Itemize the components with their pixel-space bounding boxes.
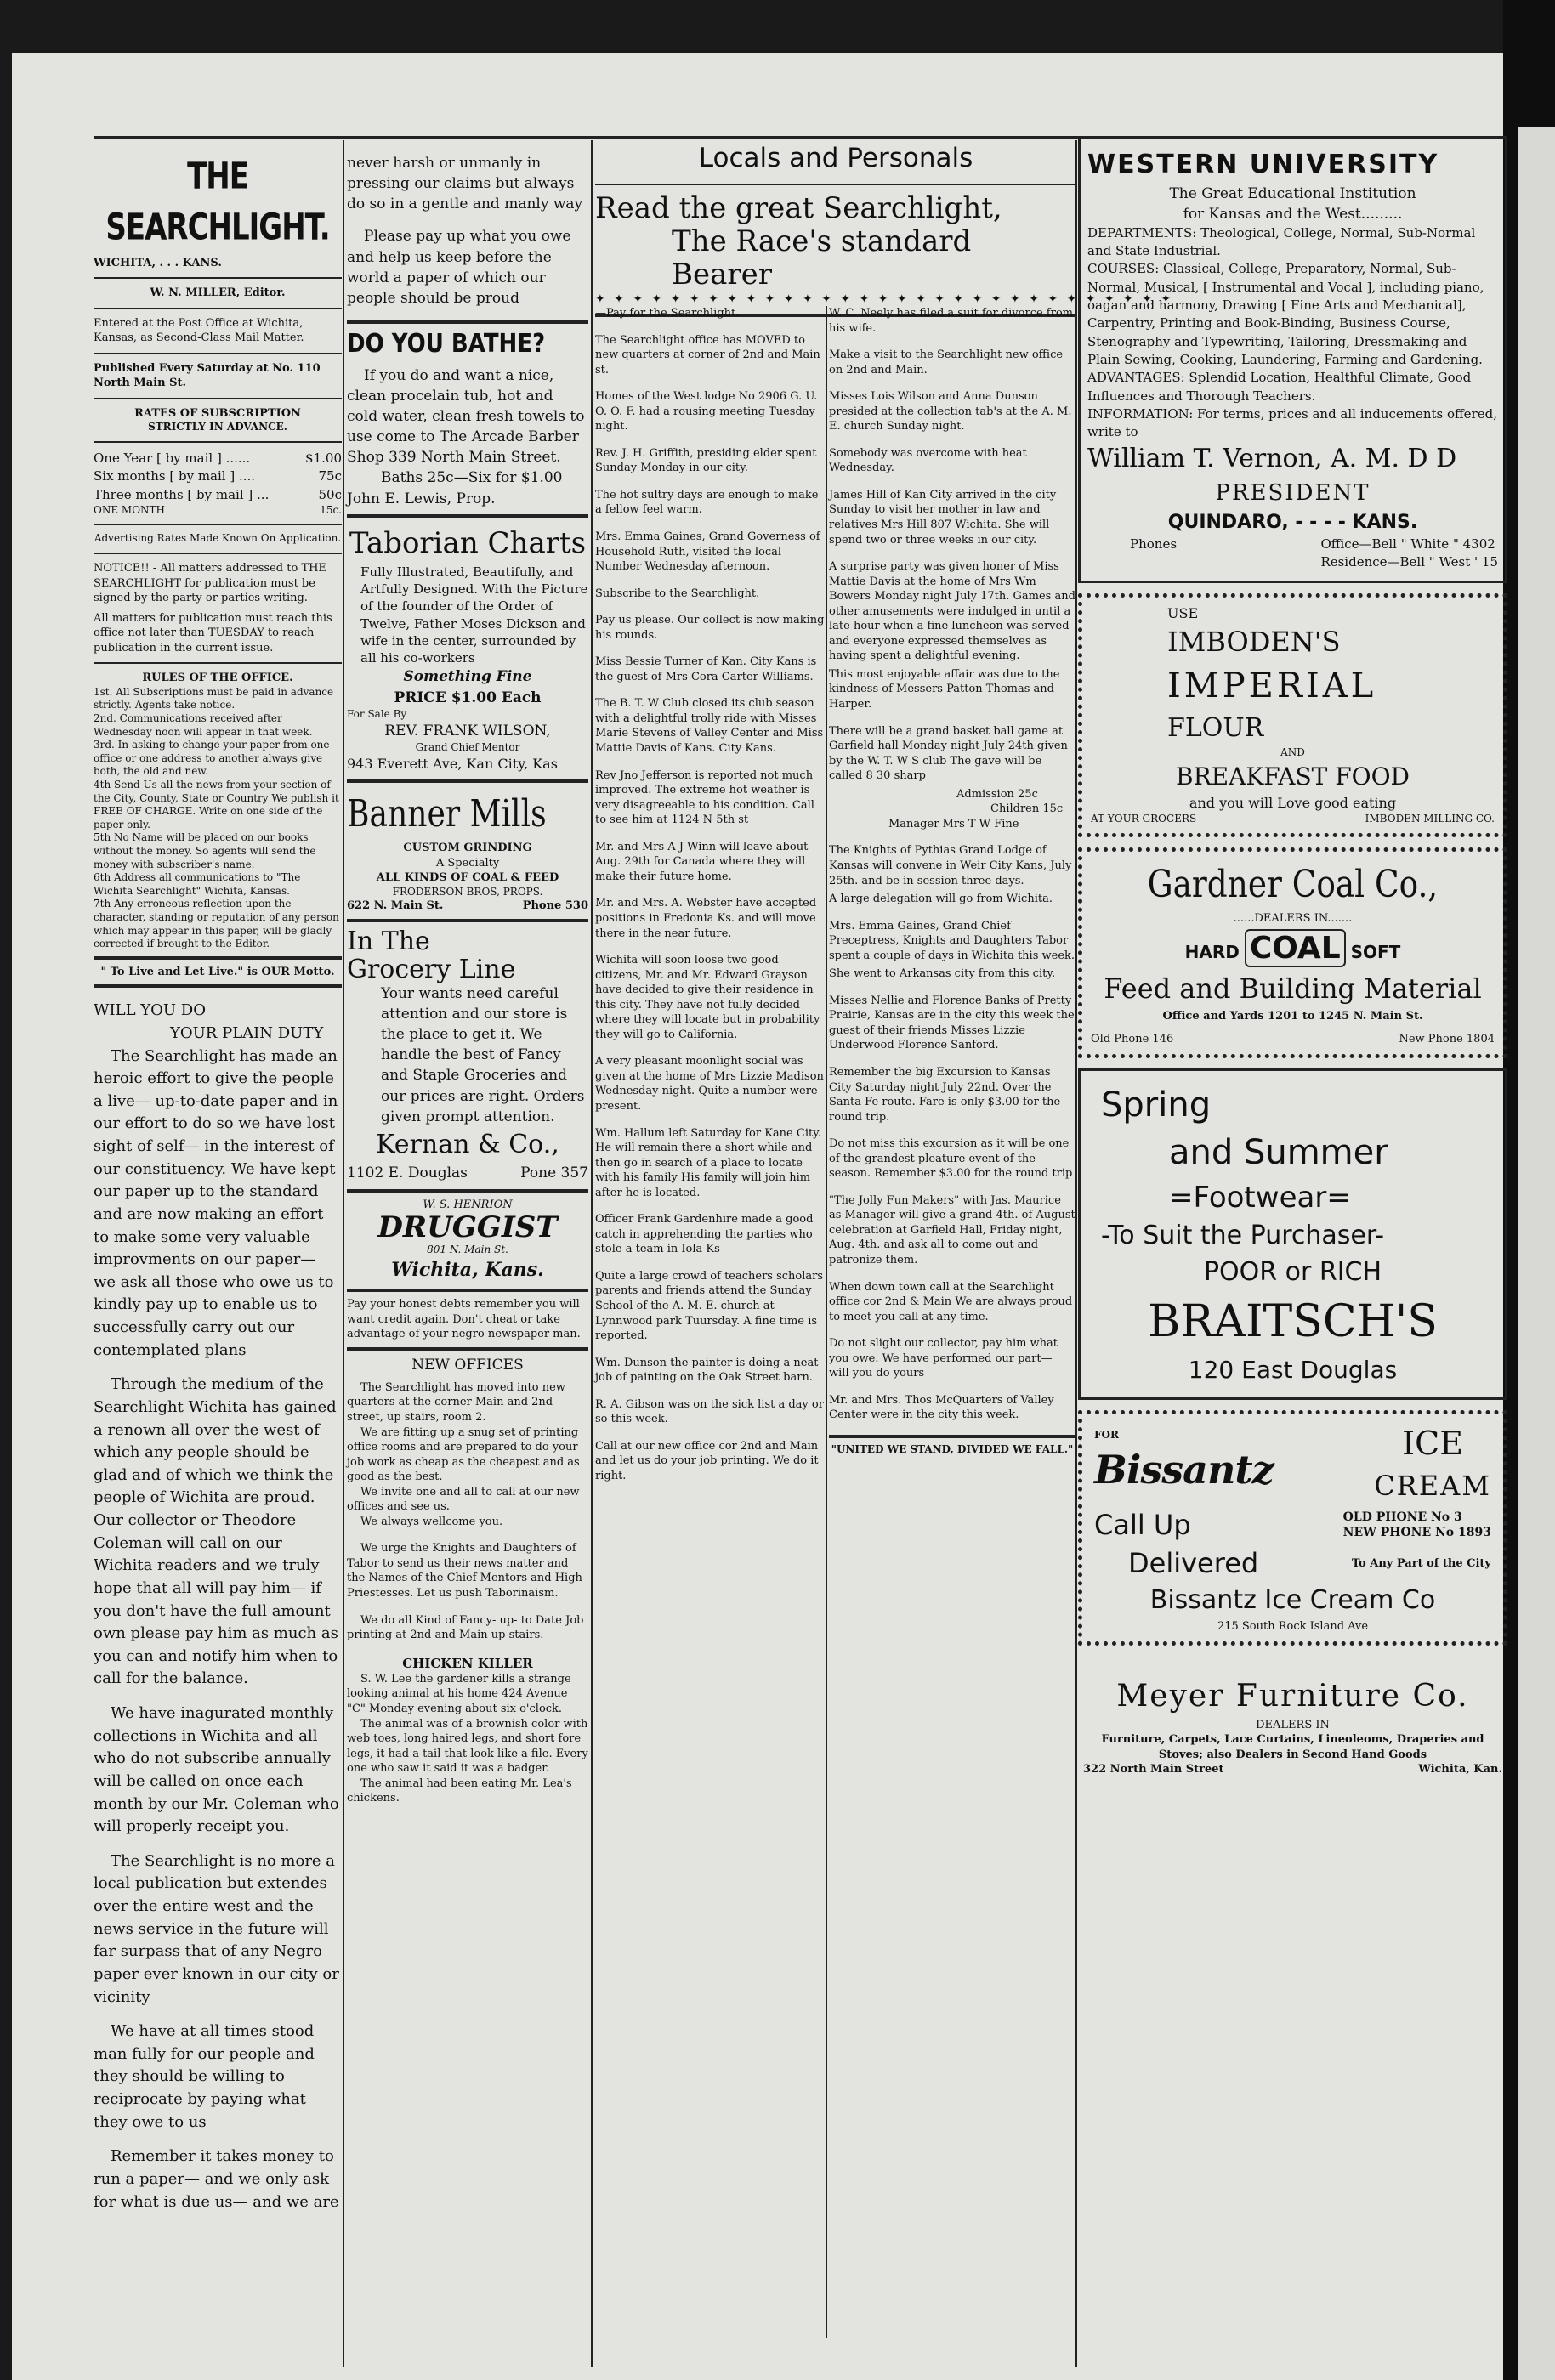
- rate-row: [94, 504, 342, 518]
- taborian-fine: Something Fine: [403, 668, 532, 686]
- duty-article: [94, 1000, 342, 2213]
- local-item: Mr. and Mrs A J Winn will leave about Aug. 29th for Canada where they will make their future home.: [595, 840, 809, 883]
- local-item: The Knights of Pythias Grand Lodge of Kansas will convene in Weir City Kans, July 25th. and be in session three days.: [829, 844, 1072, 887]
- duty-body: The Searchlight has made an heroic effort to give the people a live— up-to-date paper and in our effort to do so we have lost sight of self— in the interest of our constituency. We have kept our paper up to the standard and are now making an effort to make some very valuable improvments on our paper— we ask all those who owe us to kindly pay up to enable us to successfully carry out our contemplated plans: [94, 1046, 338, 1359]
- local-item: Somebody was overcome with heat Wednesday.: [829, 446, 1027, 475]
- bathe-body: If you do and want a nice, clean procelain tub, hot and cold water, clean fresh towels to use come to The Arcade Barber Shop 339 North Main Street.: [347, 366, 585, 467]
- admission: Admission 25c: [956, 787, 1038, 801]
- closing-motto: "UNITED WE STAND, DIVIDED WE FALL.": [831, 1442, 1074, 1455]
- taborian-seller: REV. FRANK WILSON,: [384, 722, 551, 740]
- rate-price: 50c: [318, 486, 342, 502]
- bissantz-old-phone: OLD PHONE No 3: [1342, 1510, 1462, 1525]
- meyer-name: Meyer Furniture Co.: [1116, 1678, 1469, 1714]
- meyer-furniture-ad: [1078, 1656, 1507, 1796]
- imboden-flour: FLOUR: [1167, 712, 1264, 743]
- bissantz-callup: Call Up: [1094, 1508, 1191, 1541]
- gardner-phones: [1091, 1032, 1495, 1047]
- local-item: Do not miss this excursion as it will be one of the grandest pleature event of the season. Remember $3.00 for the round trip: [829, 1137, 1073, 1181]
- bathe-title: DO YOU BATHE?: [347, 329, 546, 360]
- divider: [347, 1347, 588, 1351]
- column-rule-4: [1075, 140, 1077, 2367]
- imboden-grocers: AT YOUR GROCERS: [1091, 813, 1197, 825]
- taborian-price: PRICE $1.00 Each: [394, 688, 542, 706]
- local-item: The hot sultry days are enough to make a fellow feel warm.: [595, 488, 819, 517]
- divider: [347, 1289, 588, 1292]
- western-courses: COURSES: Classical, College, Preparatory, Normal, Sub-Normal, Musical, [ Instrumental and Vocal ], including piano, oagan and harmony, Drawing [ Fine Arts and Mechanical], Carpentry, Printing and Book-Binding, Business Course, Stenography and Typewriting, Tailoring, Dressmaking and Plain Sewing, Cooking, Laundering, Farming and Gardening.: [1087, 261, 1484, 367]
- western-sub2: for Kansas and the West.........: [1183, 205, 1403, 223]
- divider: [347, 514, 588, 518]
- rate-price: 75c: [318, 468, 342, 484]
- duty-body: Through the medium of the Searchlight Wichita has gained a renown all over the west of which any people should be glad and of which we think the people of Wichita are proud. Our collector or Theodore Coleman will call on our Wichita readers and we truly hope that all will pay him— if you don't have the full amount own please pay him as much as you can and notify him when to call for the balance.: [94, 1375, 338, 1688]
- rules-title: RULES OF THE OFFICE.: [142, 672, 293, 685]
- column-rule-1: [343, 140, 344, 2367]
- braitsch-spring: Spring: [1101, 1085, 1212, 1125]
- gardner-soft: SOFT: [1350, 941, 1401, 962]
- western-advantages: ADVANTAGES: Splendid Location, Healthful Climate, Good Influences and Thorough Teachers.: [1087, 370, 1472, 404]
- gardner-hard: HARD: [1184, 941, 1240, 962]
- taborian-mentor: Grand Chief Mentor: [415, 741, 520, 754]
- gardner-coal: COAL: [1245, 929, 1346, 967]
- bissantz-call: [1094, 1506, 1491, 1544]
- bissantz-any-part: To Any Part of the City: [1351, 1556, 1491, 1570]
- rule-item: 1st. All Subscriptions must be paid in advance strictly. Agents take notice.: [94, 685, 334, 711]
- rate-row: [94, 450, 342, 468]
- local-item: Make a visit to the Searchlight new office on 2nd and Main.: [829, 348, 1064, 377]
- imboden-love: and you will Love good eating: [1189, 794, 1397, 811]
- bissantz-phones: [1343, 1510, 1491, 1540]
- bissantz-address: 215 South Rock Island Ave: [1217, 1620, 1369, 1634]
- local-item: When down town call at the Searchlight office cor 2nd & Main We are always proud to meet you call at any time.: [829, 1280, 1073, 1323]
- duty-body: We have inagurated monthly collections in Wichita and all who do not subscribe annually will be called on once each month by our Mr. Coleman who will properly receipt you.: [94, 1704, 339, 1836]
- divider: [94, 441, 342, 443]
- offices-p: We urge the Knights and Daughters of Tabor to send us their news matter and the Names of the Chief Mentors and High Priestesses. Let us push Taborinaism.: [347, 1542, 582, 1600]
- city-line: WICHITA, . . . KANS.: [94, 256, 222, 269]
- rule-item: 6th Address all communications to "The Wichita Searchlight" Wichita, Kansas.: [94, 871, 301, 897]
- taborian-ad: [347, 523, 588, 774]
- phone-numbers: [1320, 536, 1498, 572]
- rate-label: Three months [ by mail ] ...: [94, 486, 270, 502]
- banner-props: FRODERSON BROS, PROPS.: [392, 885, 543, 898]
- druggist-city: Wichita, Kans.: [391, 1259, 544, 1282]
- rates-title: RATES OF SUBSCRIPTION: [134, 406, 301, 420]
- bissantz-logo-block: [1094, 1429, 1274, 1498]
- banner-title: Banner Mills: [347, 791, 547, 836]
- offices-p: We do all Kind of Fancy- up- to Date Job printing at 2nd and Main up stairs.: [347, 1613, 584, 1642]
- notice-1: NOTICE!! - All matters addressed to THE SEARCHLIGHT for publication must be signed by the party or parties writing.: [94, 562, 326, 605]
- western-sub1: The Great Educational Institution: [1169, 184, 1416, 202]
- druggist-name: W. S. HENRION: [423, 1198, 513, 1211]
- motto: " To Live and Let Live." is OUR Motto.: [100, 965, 335, 978]
- bissantz-company: Bissantz Ice Cream Co: [1149, 1585, 1436, 1616]
- divider: [94, 277, 342, 279]
- divider: [94, 524, 342, 525]
- bissantz-cream: CREAM: [1374, 1470, 1491, 1503]
- local-item: Call at our new office cor 2nd and Main and let us do your job printing. We do it right.: [595, 1439, 819, 1482]
- rate-price: 15c.: [320, 503, 342, 516]
- taborian-body: Fully Illustrated, Beautifully, and Artfully Designed. With the Picture of the founder of the Order of Twelve, Father Moses Dickson and wife in the center, surrounded by all his co-workers: [360, 564, 588, 666]
- local-item: Do not slight our collector, pay him what you owe. We have performed our part— will you do yours: [829, 1337, 1058, 1380]
- duty-body: We have at all times stood man fully for our people and they should be willing to reciprocate by paying what they owe to us: [94, 2022, 315, 2131]
- rates-subtitle: STRICTLY IN ADVANCE.: [148, 421, 287, 434]
- local-item: R. A. Gibson was on the sick list a day or so this week.: [595, 1397, 824, 1426]
- bissantz-ad: [1078, 1410, 1507, 1645]
- banner-coal: ALL KINDS OF COAL & FEED: [376, 871, 559, 885]
- local-item: Wichita will soon loose two good citizens, Mr. and Mr. Edward Grayson have decided to give their residence in this city. They have not fully decided where they will locate but in probability they will go to California.: [595, 954, 820, 1041]
- local-item: Rev Jno Jefferson is reported not much improved. The extreme hot weather is very disagreeable to his condition. Call to see him at 1124 N 5th st: [595, 768, 814, 827]
- local-item: Officer Frank Gardenhire made a good catch in apprehending the parties who stole a team in Iola Ks: [595, 1213, 814, 1256]
- braitsch-summer: and Summer: [1169, 1133, 1388, 1173]
- offices-p: We are fitting up a snug set of printing office rooms and are prepared to do your job work as cheap as the cheapest and as good as the best.: [347, 1425, 580, 1484]
- bissantz-for: FOR: [1094, 1429, 1119, 1442]
- bissantz-header: [1094, 1421, 1491, 1505]
- taborian-title: Taborian Charts: [349, 525, 587, 560]
- imboden-and: AND: [1280, 746, 1305, 759]
- local-item: Misses Lois Wilson and Anna Dunson presided at the collection tab's at the A. M. E. church Sunday night.: [829, 390, 1072, 434]
- rule-item: 3rd. In asking to change your paper from one office or one address to another always give both, the old and new.: [94, 739, 330, 778]
- gardner-feed: Feed and Building Material: [1104, 972, 1482, 1006]
- bissantz-delivered: Delivered: [1128, 1547, 1259, 1580]
- local-item: She went to Arkansas city from this city.: [829, 967, 1056, 981]
- column-rule-2: [591, 140, 593, 2367]
- imboden-footer: [1091, 813, 1495, 826]
- gardner-dealers: ......DEALERS IN.......: [1233, 912, 1353, 926]
- locals-title: Locals and Personals: [698, 143, 973, 173]
- duty-body: Remember it takes money to run a paper— and we only ask for what is due us— and we are: [94, 2147, 339, 2211]
- grocery-ad: [347, 927, 588, 1184]
- divider: [94, 353, 342, 354]
- local-item: The Searchlight office has MOVED to new quarters at corner of 2nd and Main st.: [595, 333, 820, 377]
- western-depts: DEPARTMENTS: Theological, College, Normal, Sub-Normal and State Industrial.: [1087, 224, 1476, 259]
- banner-phone: Phone 530: [522, 899, 588, 913]
- local-item: Mr. and Mrs. Thos McQuarters of Valley Center were in the city this week.: [829, 1393, 1054, 1422]
- masthead-published: Published Every Saturday at No. 110 North Main St.: [94, 361, 321, 390]
- rate-label: Six months [ by mail ] ....: [94, 468, 256, 484]
- grocery-address: 1102 E. Douglas: [347, 1164, 468, 1182]
- locals-header: [595, 136, 1174, 307]
- local-item: Rev. J. H. Griffith, presiding elder spent Sunday Monday in our city.: [595, 446, 817, 475]
- imboden-ad: [1078, 593, 1507, 837]
- bathe-ad: [347, 329, 588, 509]
- manager: Manager Mrs T W Fine: [888, 817, 1019, 830]
- bissantz-delivered-row: [1094, 1544, 1491, 1583]
- office-phone: Office—Bell " White " 4302: [1320, 536, 1495, 552]
- divider: [94, 984, 342, 988]
- local-item: —Pay for the Searchlight.: [595, 307, 740, 320]
- locals-column-b: [829, 306, 1075, 2346]
- locals-tagline-1: Read the great Searchlight,: [595, 191, 1002, 226]
- divider: [347, 320, 588, 324]
- banner-contact: [347, 898, 588, 914]
- column-masthead: [94, 153, 342, 2225]
- notice-2: All matters for publication must reach this office not later than TUESDAY to reach publication in the current issue.: [94, 611, 332, 654]
- western-title: WESTERN UNIVERSITY: [1087, 150, 1439, 179]
- grocery-title-2: Grocery Line: [347, 954, 516, 984]
- druggist-title: DRUGGIST: [377, 1210, 558, 1245]
- divider: [94, 398, 342, 400]
- rate-row: [94, 486, 342, 504]
- column-two: [347, 153, 588, 2363]
- braitsch-ad: [1078, 1068, 1507, 1401]
- meyer-goods: Furniture, Carpets, Lace Curtains, Lineoleoms, Draperies and Stoves; also Dealers in Second Hand Goods: [1101, 1733, 1484, 1761]
- chicken-killer-article: [347, 1655, 588, 1806]
- column-rule-3: [826, 306, 827, 2338]
- local-item: A surprise party was given honer of Miss Mattie Davis at the home of Mrs Wm Bowers Monday night July 17th. Games and other amusements were indulged in until a late hour when a fine luncheon was served and everyone expressed themselves as having spent a delightful evening.: [829, 560, 1075, 663]
- advertising-rates: Advertising Rates Made Known On Application.: [94, 532, 342, 545]
- local-item: The B. T. W Club closed its club season with a delightful trolly ride with Misses Marie Stevens of Valley Center and Miss Mattie Davis of Kans. City Kans.: [595, 697, 824, 756]
- gardner-name: Gardner Coal Co.,: [1147, 862, 1439, 906]
- local-item: Mrs. Emma Gaines, Grand Governess of Household Ruth, visited the local Number Wednesday afternoon.: [595, 530, 820, 574]
- bathe-prop: John E. Lewis, Prop.: [347, 490, 496, 507]
- banner-specialty: A Specialty: [435, 856, 500, 870]
- imboden-breakfast: BREAKFAST FOOD: [1176, 762, 1410, 790]
- western-city: QUINDARO, - - - - KANS.: [1167, 511, 1418, 533]
- divider: [94, 308, 342, 309]
- taborian-address: 943 Everett Ave, Kan City, Kas: [347, 755, 558, 772]
- rule-item: 5th No Name will be placed on our books without the money. So agents will send the money with subscriber's name.: [94, 831, 316, 870]
- meyer-city: Wichita, Kan.: [1418, 1763, 1502, 1776]
- gardner-coal-line: [1091, 926, 1495, 970]
- rule-item: 2nd. Communications received after Wednesday noon will appear in that week.: [94, 712, 313, 738]
- grocery-phone: Pone 357: [520, 1164, 588, 1182]
- braitsch-address: 120 East Douglas: [1188, 1356, 1398, 1385]
- banner-mills-ad: [347, 788, 588, 914]
- divider: [94, 956, 342, 960]
- divider: [829, 1435, 1075, 1438]
- divider: [347, 919, 588, 922]
- duty-continued: never harsh or unmanly in pressing our claims but always do so in a gentle and manly way: [347, 155, 583, 213]
- rule-item: 4th Send Us all the news from your section of the City, County, State or Country We publish it FREE OF CHARGE. Write on one side of the paper only.: [94, 779, 339, 830]
- duty-body: The Searchlight is no more a local publication but extendes over the entire west and the news service in the future will far surpass that of any Negro paper ever known in our city or vicinity: [94, 1851, 339, 2006]
- new-offices-article: [347, 1356, 588, 1643]
- bissantz-ice: ICE: [1402, 1425, 1463, 1463]
- grocery-title-1: In The: [347, 926, 430, 956]
- local-item: Quite a large crowd of teachers scholars parents and friends attend the Sunday School of the A. M. E. church at Lynnwood park Tuursday. A fine time is reported.: [595, 1269, 824, 1343]
- local-item: Wm. Dunson the painter is doing a neat job of painting on the Oak Street barn.: [595, 1356, 819, 1385]
- local-item: W. C. Neely has filed a suit for divorce from his wife.: [829, 307, 1073, 335]
- offices-p: We always wellcome you.: [360, 1515, 503, 1528]
- chicken-title: CHICKEN KILLER: [402, 1655, 533, 1671]
- residence-phone: Residence—Bell " West ' 15: [1320, 554, 1498, 570]
- children-price: Children 15c: [990, 802, 1064, 816]
- star-border: ✦ ✦ ✦ ✦ ✦ ✦ ✦ ✦ ✦ ✦ ✦ ✦ ✦ ✦ ✦ ✦ ✦ ✦ ✦ ✦ ✦ ✦ ✦ ✦ ✦ ✦ ✦ ✦ ✦ ✦ ✦: [595, 292, 1174, 307]
- banner-grinding: CUSTOM GRINDING: [403, 842, 532, 855]
- imboden-milling: IMBODEN MILLING CO.: [1365, 813, 1495, 825]
- gardner-new-phone: New Phone 1804: [1399, 1033, 1495, 1046]
- chicken-p: The animal was of a brownish color with web toes, long haired legs, and short fore legs, it had a tail that look like a file. Every one who saw it said it was a badger.: [347, 1717, 588, 1776]
- masthead-city: [94, 256, 342, 271]
- divider: [347, 779, 588, 783]
- western-president-name: William T. Vernon, A. M. D D: [1087, 444, 1457, 474]
- banner-address: 622 N. Main St.: [347, 899, 444, 913]
- masthead-title: THE SEARCHLIGHT.: [105, 155, 330, 250]
- gardner-old-phone: Old Phone 146: [1091, 1033, 1174, 1046]
- masthead-entered: Entered at the Post Office at Wichita, Kansas, as Second-Class Mail Matter.: [94, 316, 304, 345]
- local-item: This most enjoyable affair was due to the kindness of Messers Patton Thomas and Harper.: [829, 667, 1060, 711]
- chicken-p: S. W. Lee the gardener kills a strange looking animal at his home 424 Avenue "C" Monday evening about six o'clock.: [347, 1672, 571, 1715]
- locals-tagline-2: The Race's standard Bearer: [672, 224, 972, 292]
- rate-label: ONE MONTH: [94, 503, 166, 516]
- divider: [595, 184, 1076, 185]
- offices-title: NEW OFFICES: [411, 1356, 524, 1374]
- rate-row: [94, 468, 342, 485]
- local-item: A large delegation will go from Wichita.: [829, 892, 1053, 906]
- druggist-ad: [347, 1198, 588, 1284]
- western-university-ad: [1078, 136, 1507, 583]
- duty-title-2: YOUR PLAIN DUTY: [170, 1023, 324, 1042]
- chicken-p: The animal had been eating Mr. Lea's chickens.: [347, 1776, 572, 1805]
- gardner-office: Office and Yards 1201 to 1245 N. Main St.: [1162, 1009, 1423, 1023]
- bissantz-ice-cream: [1374, 1421, 1491, 1505]
- local-item: Pay us please. Our collect is now making his rounds.: [595, 614, 825, 642]
- rate-price: $1.00: [305, 450, 342, 466]
- western-president: PRESIDENT: [1215, 480, 1371, 506]
- duty-title-1: WILL YOU DO: [94, 1001, 206, 1020]
- local-item: A very pleasant moonlight social was given at the home of Mrs Lizzie Madison Wednesday night. Quite a number were present.: [595, 1055, 824, 1113]
- divider: [94, 552, 342, 554]
- rules-list: [94, 686, 342, 951]
- imboden-name: IMBODEN'S: [1167, 626, 1341, 659]
- debts-note: Pay your honest debts remember you will want credit again. Don't cheat or take advantage of your negro newspaper man.: [347, 1298, 581, 1341]
- locals-column-a: [595, 306, 825, 2346]
- braitsch-poor: POOR or RICH: [1203, 1257, 1382, 1288]
- imboden-use: USE: [1167, 604, 1199, 621]
- rates-list: [94, 450, 342, 517]
- local-item: There will be a grand basket ball game at Garfield hall Monday night July 24th given by the W. T. W S club The gave will be called 8 30 sharp: [829, 724, 1068, 783]
- meyer-footer: [1083, 1762, 1502, 1777]
- local-item: Remember the big Excursion to Kansas City Saturday night July 22nd. Over the Santa Fe route. Fare is only $3.00 for the round trip.: [829, 1065, 1061, 1124]
- meyer-address: 322 North Main Street: [1083, 1763, 1224, 1776]
- braitsch-suit: -To Suit the Purchaser-: [1101, 1221, 1385, 1251]
- local-item: Mrs. Emma Gaines, Grand Chief Preceptress, Knights and Daughters Tabor spent a couple of days in Wichita this week.: [829, 919, 1075, 962]
- offices-p: The Searchlight has moved into new quarters at the corner Main and 2nd street, up stairs, room 2.: [347, 1380, 565, 1424]
- bathe-price: Baths 25c—Six for $1.00: [381, 469, 563, 487]
- bissantz-logo: Bissantz: [1094, 1447, 1274, 1493]
- offices-p: We invite one and all to call at our new offices and see us.: [347, 1485, 580, 1514]
- local-item: Homes of the West lodge No 2906 G. U. O. O. F. had a rousing meeting Tuesday night.: [595, 390, 818, 434]
- grocery-body: Your wants need careful attention and our store is the place to get it. We handle the best of Fancy and Staple Groceries and our prices are right. Orders given prompt attention.: [381, 984, 585, 1125]
- local-item: James Hill of Kan City arrived in the city Sunday to visit her mother in law and relatives Mrs Hill 807 Wichita. She will spend two or three weeks in our city.: [829, 488, 1057, 547]
- divider: [94, 662, 342, 664]
- pay-up-note: Please pay up what you owe and help us keep before the world a paper of which our people should be proud: [347, 228, 571, 307]
- braitsch-name: BRAITSCH'S: [1148, 1295, 1438, 1347]
- adjacent-page-edge: [1518, 128, 1555, 2380]
- imboden-imperial: IMPERIAL: [1167, 666, 1377, 706]
- local-item: Wm. Hallum left Saturday for Kane City. He will remain there a short while and then go in search of a place to locate with his family His family will join him after he is located.: [595, 1126, 821, 1199]
- rule-item: 7th Any erroneous reflection upon the character, standing or reputation of any person which may appear in this paper, will be gladly corrected if brought to the Editor.: [94, 898, 339, 950]
- braitsch-footwear: =Footwear=: [1169, 1181, 1351, 1216]
- local-item: Misses Nellie and Florence Banks of Pretty Prairie, Kansas are in the city this week the guest of their friends Misses Lizzie Underwood Florence Sanford.: [829, 994, 1075, 1052]
- druggist-address: 801 N. Main St.: [427, 1244, 508, 1256]
- rate-label: One Year [ by mail ] ......: [94, 450, 251, 466]
- phones-label: Phones: [1130, 536, 1178, 552]
- bissantz-new-phone: NEW PHONE No 1893: [1342, 1526, 1491, 1540]
- masthead-editor: W. N. MILLER, Editor.: [150, 286, 286, 300]
- taborian-sale: For Sale By: [347, 707, 407, 720]
- meyer-dealers: DEALERS IN: [1256, 1718, 1330, 1731]
- grocery-contact: [347, 1163, 588, 1183]
- local-item: "The Jolly Fun Makers" with Jas. Maurice as Manager will give a grand 4th. of August celebration at Garfield Hall, Friday night, Aug. 4th. and ask all to come out and patronize them.: [829, 1193, 1075, 1266]
- local-item: Mr. and Mrs. A. Webster have accepted positions in Fredonia Ks. and will move there in the near future.: [595, 897, 817, 940]
- local-item: Subscribe to the Searchlight.: [595, 586, 760, 600]
- western-info: INFORMATION: For terms, prices and all inducements offered, write to: [1087, 405, 1497, 440]
- local-item: Miss Bessie Turner of Kan. City Kans is the guest of Mrs Cora Carter Williams.: [595, 655, 817, 683]
- western-phones: [1087, 536, 1498, 572]
- ads-column: [1078, 136, 1507, 2338]
- divider: [347, 1189, 588, 1193]
- gardner-coal-ad: [1078, 847, 1507, 1058]
- grocery-name: Kernan & Co.,: [376, 1129, 559, 1159]
